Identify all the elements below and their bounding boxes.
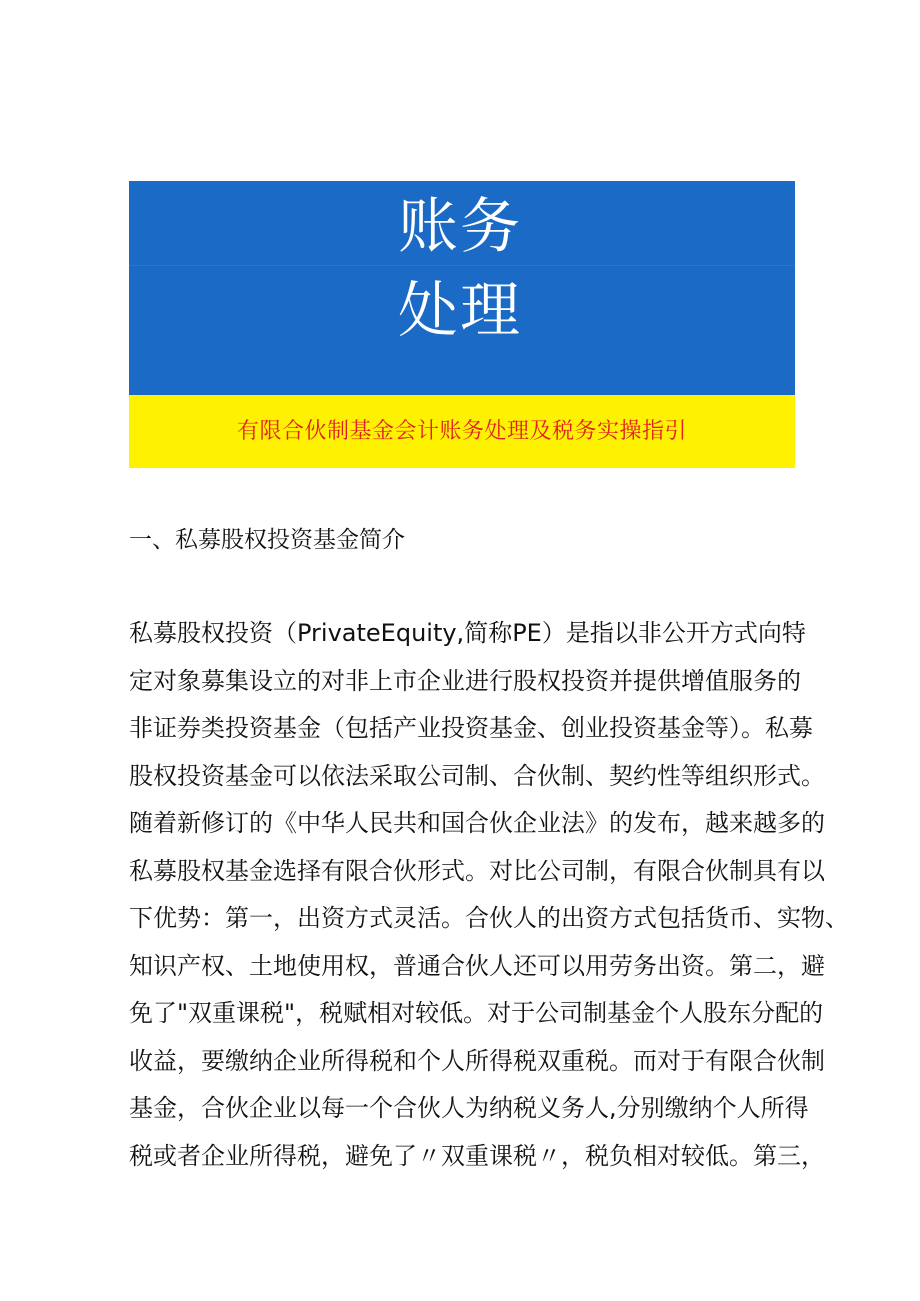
body-line: 随着新修订的《中华人民共和国合伙企业法》的发布，越来越多的: [129, 809, 825, 837]
body-line: 定对象募集设立的对非上市企业进行股权投资并提供增值服务的: [129, 666, 801, 695]
body-line: 非证券类投资基金（包括产业投资基金、创业投资基金等）。私募: [129, 714, 813, 742]
cover-title-line-2: 处理: [398, 276, 522, 346]
banner-divider: [129, 265, 795, 266]
body-line: 下优势：第一，出资方式灵活。合伙人的出资方式包括货币、实物、: [129, 904, 849, 932]
body-line: 基金，合伙企业以每一个合伙人为纳税义务人,分别缴纳个人所得: [129, 1094, 809, 1122]
body-line: 私募股权基金选择有限合伙形式。对比公司制，有限合伙制具有以: [129, 856, 825, 885]
body-line: 税或者企业所得税，避免了〃双重课税〃，税负相对较低。第三，: [129, 1141, 825, 1170]
body-line: 股权投资基金可以依法采取公司制、合伙制、契约性等组织形式。: [129, 761, 825, 790]
cover-title-line-1: 账务: [398, 192, 522, 262]
body-line: 私募股权投资（PrivateEquity,简称PE）是指以非公开方式向特: [129, 619, 806, 647]
body-line: 知识产权、土地使用权，普通合伙人还可以用劳务出资。第二，避: [129, 951, 825, 980]
body-line: 收益，要缴纳企业所得税和个人所得税双重税。而对于有限合伙制: [129, 1046, 825, 1075]
cover-subtitle: 有限合伙制基金会计账务处理及税务实操指引: [236, 419, 687, 444]
section-heading: 一、私募股权投资基金简介: [129, 527, 405, 553]
subtitle-bar: [129, 395, 795, 468]
body-line: 免了"双重课税"，税赋相对较低。对于公司制基金个人股东分配的: [129, 999, 824, 1027]
body-paragraph: [129, 610, 849, 1180]
